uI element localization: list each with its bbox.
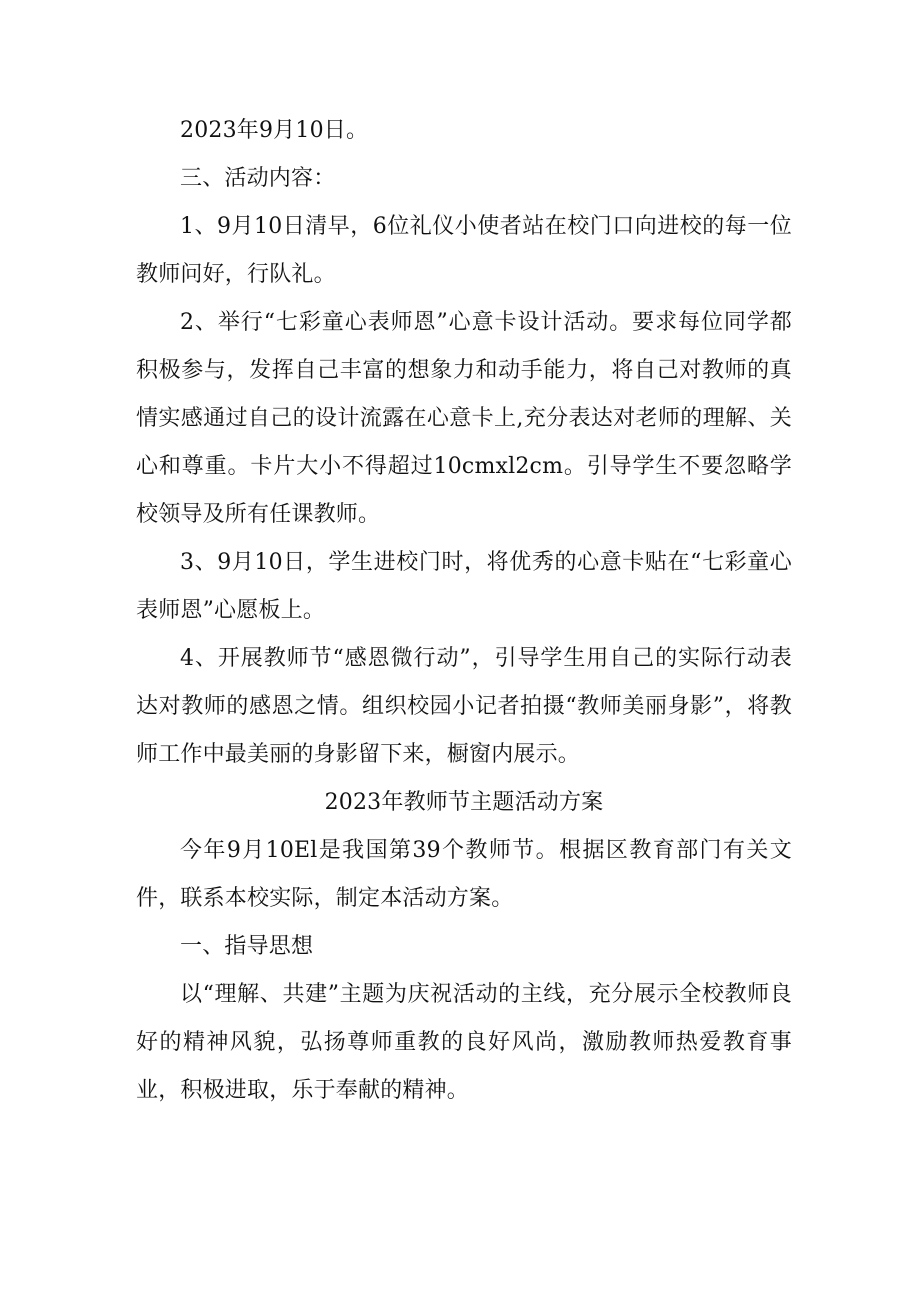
activity-item-1: 1、9月10日清早，6位礼仪小使者站在校门口向进校的每一位教师问好，行队礼。	[136, 214, 792, 287]
document-title: 2023年教师节主题活动方案	[324, 790, 604, 815]
activity-item-2: 2、举行“七彩童心表师恩”心意卡设计活动。要求每位同学都积极参与，发挥自己丰富的想象力和动手能力，将自己对教师的真情实感通过自己的设计流露在心意卡上,充分表达对老师的理解、关心和尊重。卡片大小不得超过10cmxl2cm。引导学生不要忽略学校领导及所有任课教师。	[136, 310, 792, 527]
intro-paragraph: 今年9月10El是我国第39个教师节。根据区教育部门有关文件，联系本校实际，制定本活动方案。	[136, 838, 792, 911]
date-line: 2023年9月10日。	[180, 118, 369, 143]
section-heading-guiding-ideology: 一、指导思想	[180, 934, 314, 959]
section-heading-activity-content: 三、活动内容：	[180, 166, 336, 191]
activity-item-3: 3、9月10日，学生进校门时，将优秀的心意卡贴在“七彩童心表师恩”心愿板上。	[136, 550, 792, 623]
guiding-ideology-paragraph: 以“理解、共建”主题为庆祝活动的主线，充分展示全校教师良好的精神风貌，弘扬尊师重教的良好风尚，激励教师热爱教育事业，积极进取，乐于奉献的精神。	[136, 982, 792, 1103]
activity-item-4: 4、开展教师节“感恩微行动”，引导学生用自己的实际行动表达对教师的感恩之情。组织校园小记者拍摄“教师美丽身影”，将教师工作中最美丽的身影留下来，橱窗内展示。	[136, 646, 792, 767]
document-body	[136, 107, 792, 1115]
